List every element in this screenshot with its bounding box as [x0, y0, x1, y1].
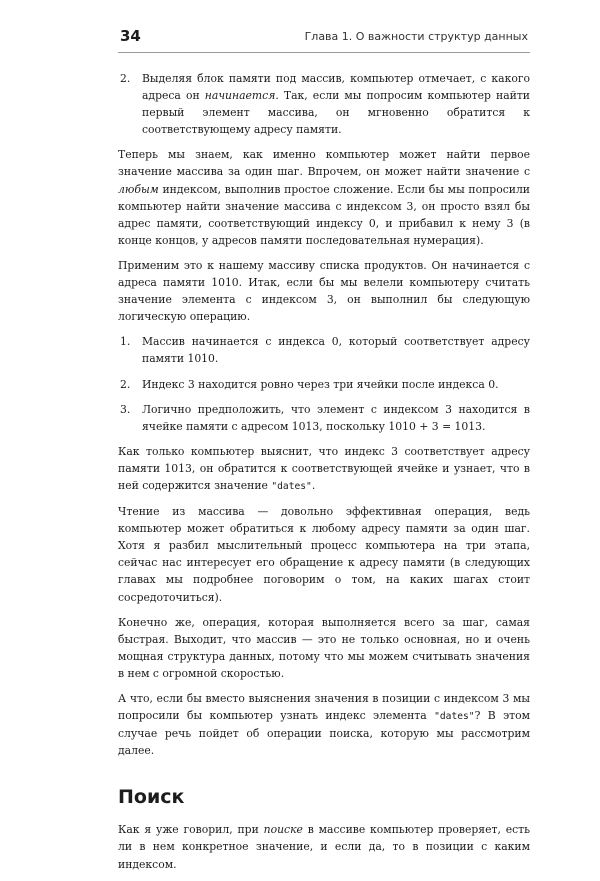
paragraph: Как только компьютер выяснит, что индекс 3 соответствует адресу памяти 1013, он обратится к соответствующей ячейке и узнает, что в ней содержится значение "dates".: [118, 444, 530, 492]
emphasis: начинается: [204, 89, 276, 103]
paragraph: Чтение из массива — довольно эффективная операция, ведь компьютер может обратиться к любому адресу памяти за один шаг. Хотя я разбил мыслительный процесс компьютера на три этапа, сейчас нас интересует его обращение к адресу памяти (в следующих главах мы подробнее поговорим о том, на каких шагах стоит сосредоточиться).: [118, 505, 530, 604]
list-text: Выделяя блок памяти под массив, компьютер отмечает, с какого адреса он начинается. Так, если мы попросим компьютер найти первый элемент массива, он мгновенно обратится к соответствующему адресу памяти.: [142, 72, 530, 137]
inline-code: "dates": [271, 480, 312, 492]
list-item: [118, 376, 530, 393]
list-number: 2.: [120, 72, 131, 85]
emphasis: любым: [118, 182, 159, 196]
paragraph: А что, если бы вместо выяснения значения в позиции с индексом 3 мы попросили бы компьютер узнать индекс элемента "dates"? В этом случае речь пойдет об операции поиска, которую мы рассмотрим далее.: [118, 692, 530, 758]
list-text: Индекс 3 находится ровно через три ячейки после индекса 0.: [142, 377, 499, 391]
list-item: [118, 70, 530, 138]
numbered-list-continued: [118, 70, 530, 138]
paragraph: Как я уже говорил, при поиске в массиве компьютер проверяет, есть ли в нем конкретное значение, и если да, то в позиции с каким индексом.: [118, 823, 530, 871]
list-text: Массив начинается с индекса 0, который соответствует адресу памяти 1010.: [142, 335, 530, 366]
page-body: [118, 70, 530, 881]
section-heading: Поиск: [118, 786, 185, 809]
paragraph: Конечно же, операция, которая выполняется всего за шаг, самая быстрая. Выходит, что массив — это не только основная, но и очень мощная структура данных, потому что мы можем считывать значения в нем с огромной скоростью.: [118, 615, 530, 680]
paragraph: Теперь мы знаем, как именно компьютер может найти первое значение массива за один шаг. Впрочем, он может найти значение с любым индексом, выполнив простое сложение. Если бы мы попросили компьютер найти значение массива с индексом 3, он просто взял бы адрес памяти, соответствующий индексу 0, и прибавил к нему 3 (в конце концов, у адресов памяти последовательная нумерация).: [118, 148, 530, 247]
list-number: 2.: [120, 377, 131, 391]
page-number: 34: [120, 27, 141, 45]
running-header: Глава 1. О важности структур данных: [304, 30, 528, 43]
emphasis: поиске: [263, 823, 303, 837]
header-rule: [118, 52, 530, 53]
paragraph: Применим это к нашему массиву списка продуктов. Он начинается с адреса памяти 1010. Итак, если бы мы велели компьютеру считать значение элемента с индексом 3, он выполнил бы следующую логическую операцию.: [118, 258, 530, 324]
inline-code: "dates": [434, 711, 475, 723]
list-number: 1.: [120, 335, 131, 349]
list-text: Логично предположить, что элемент с индексом 3 находится в ячейке памяти с адресом 1013, поскольку 1010 + 3 = 1013.: [142, 402, 530, 433]
list-item: [118, 401, 530, 435]
list-number: 3.: [120, 402, 131, 416]
list-item: [118, 333, 530, 367]
numbered-list: [118, 333, 530, 434]
